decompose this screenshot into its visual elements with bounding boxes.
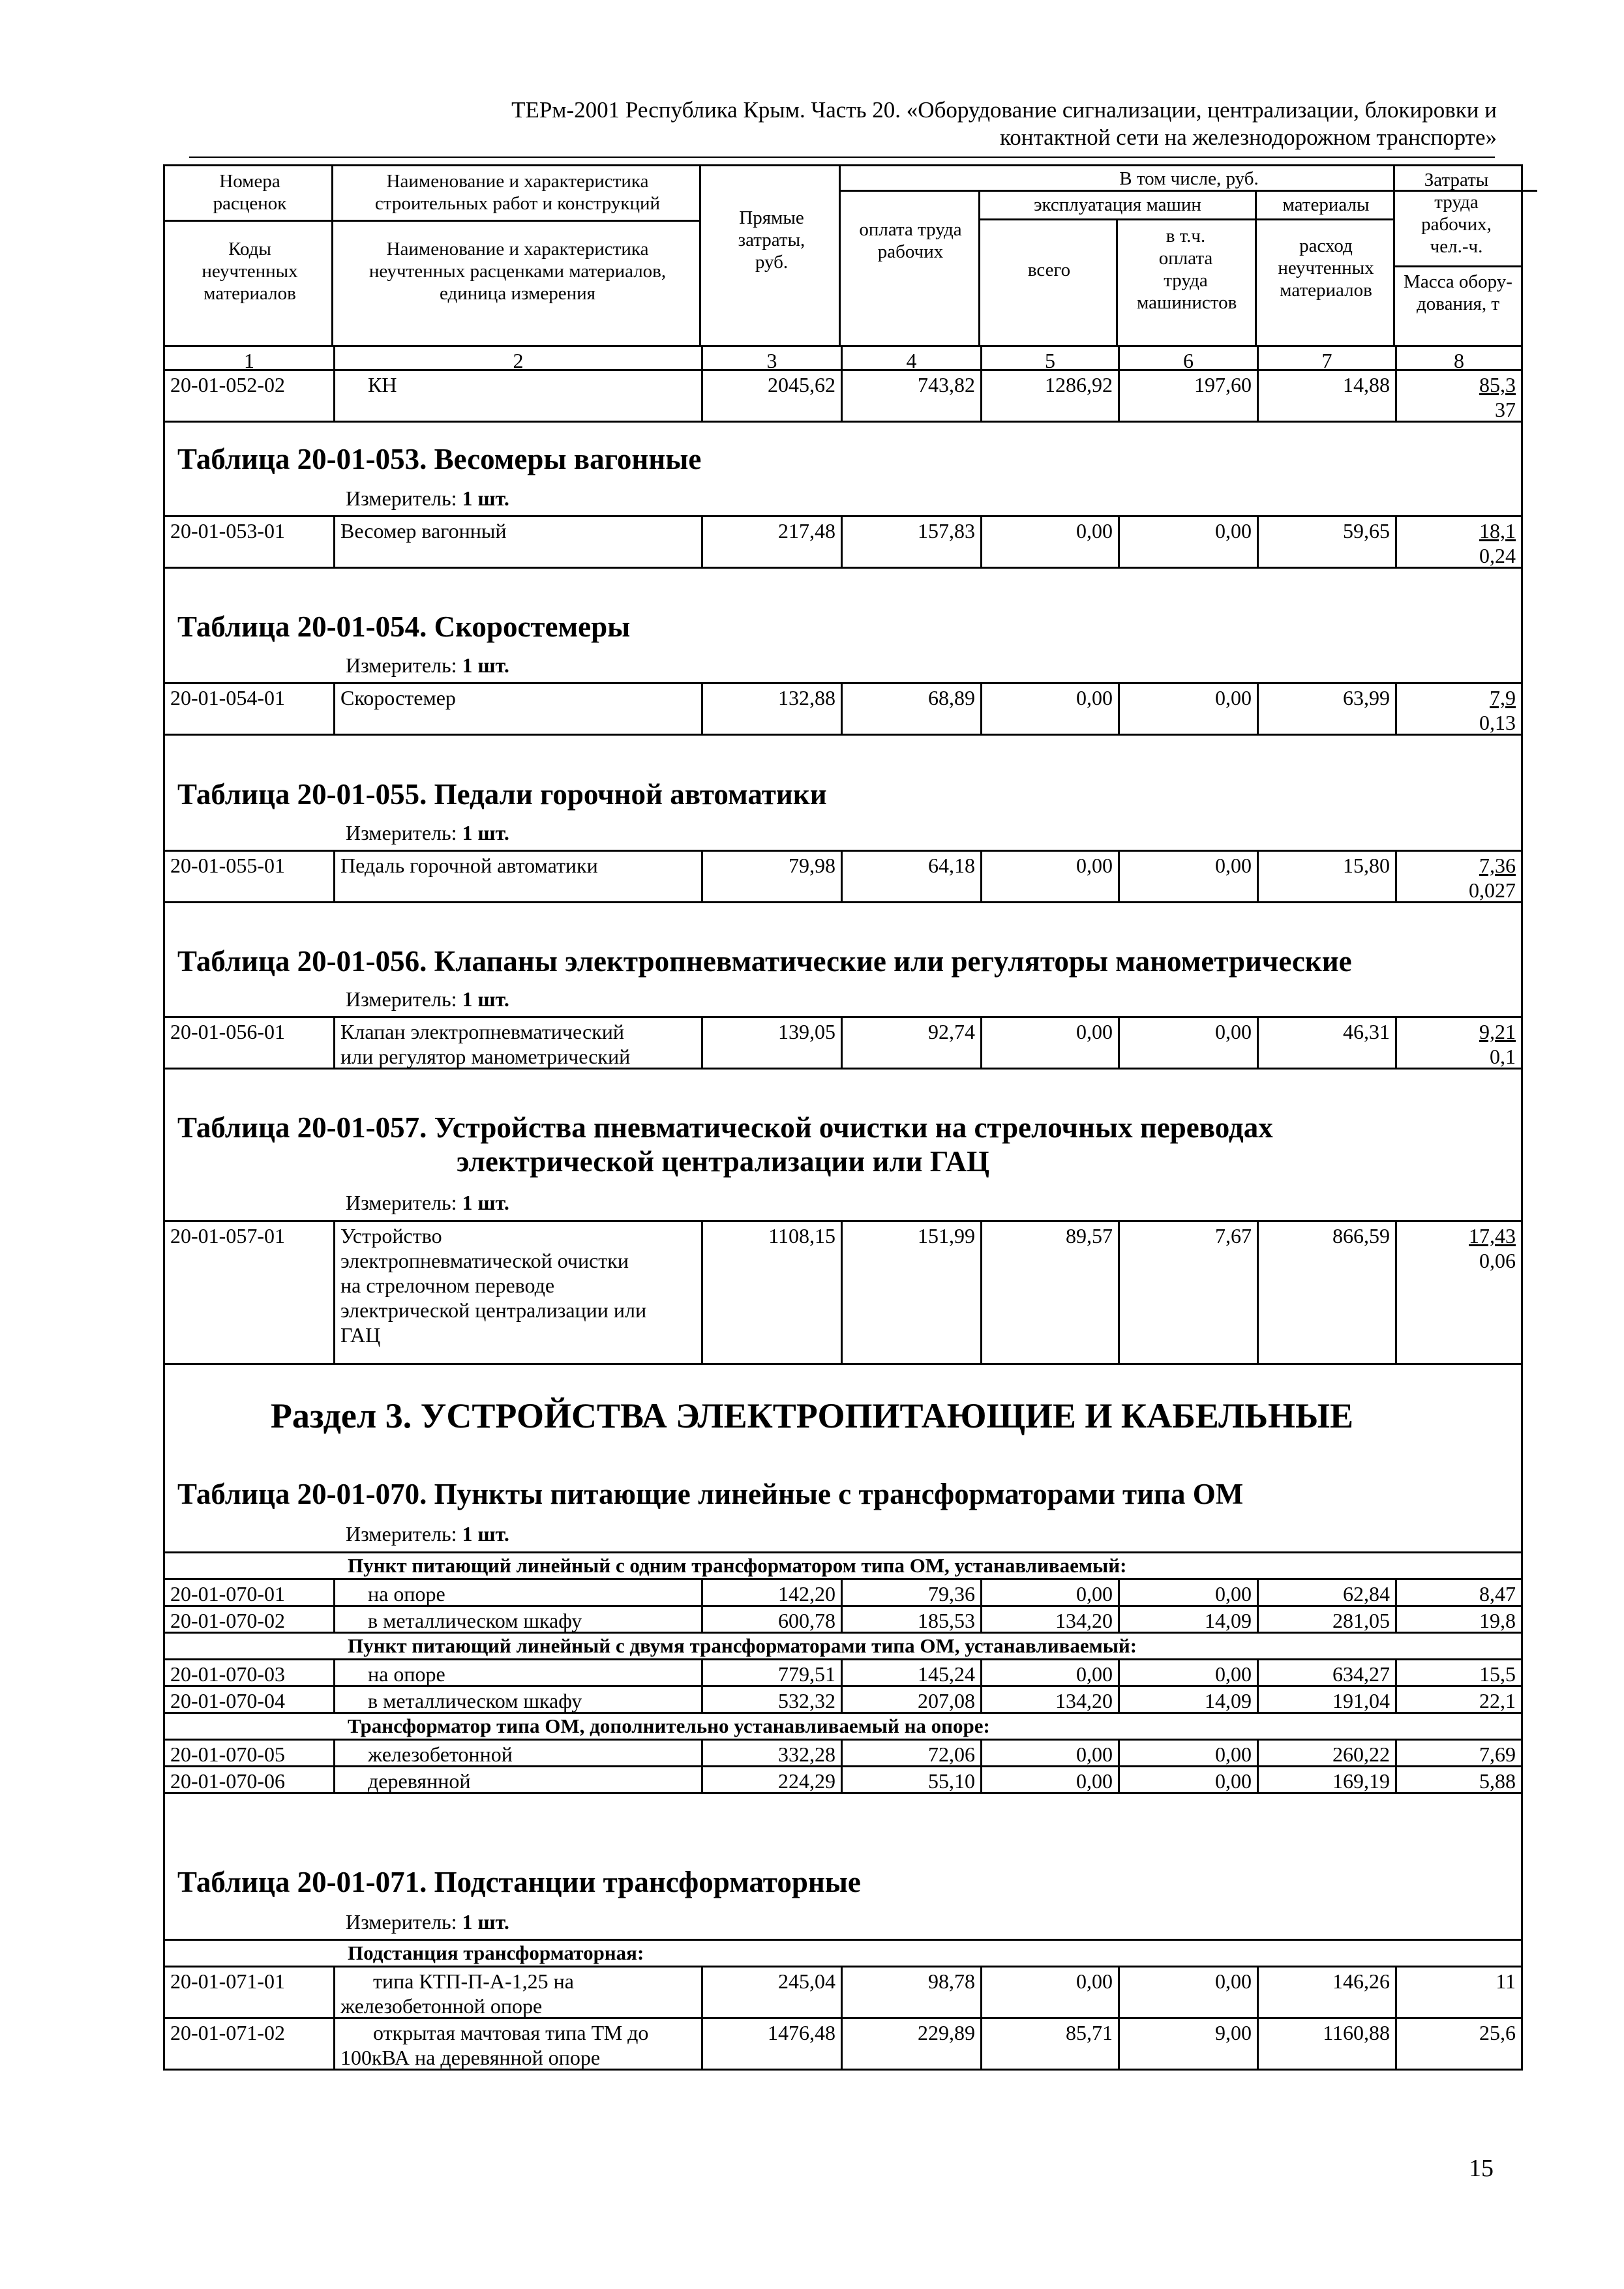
row-materials: 63,99 <box>1257 684 1395 734</box>
row-labor: 157,83 <box>841 517 980 567</box>
running-header <box>511 97 1497 151</box>
table-row <box>163 1739 1523 1767</box>
row-mass: 0,06 <box>1479 1249 1516 1272</box>
measure-value: 1 шт. <box>462 1910 509 1934</box>
row-hours: 25,6 <box>1395 2019 1521 2069</box>
row-machinists: 197,60 <box>1118 371 1257 421</box>
table-row <box>163 1685 1523 1714</box>
measure-071 <box>346 1909 509 1934</box>
measure-label: Измеритель: <box>346 1522 457 1546</box>
measure-label: Измеритель: <box>346 486 457 510</box>
measure-value: 1 шт. <box>462 486 509 510</box>
table-title-053: Таблица 20-01-053. Весомеры вагонные <box>177 443 702 475</box>
col5-head: всего <box>1027 260 1071 280</box>
row-machines: 0,00 <box>980 1580 1118 1605</box>
col4-head: оплата труда рабочих <box>859 219 962 262</box>
row-name-line: железобетонной опоре <box>340 1994 543 2018</box>
row-materials: 14,88 <box>1257 371 1395 421</box>
row-code: 20-01-070-04 <box>170 1689 285 1713</box>
row-materials: 1160,88 <box>1257 2019 1395 2069</box>
row-code: 20-01-071-02 <box>170 2021 285 2044</box>
hv5 <box>1116 218 1118 345</box>
col2-top: Наименование и характеристика строительных работ и конструкций <box>374 171 661 214</box>
row-name-line: открытая мачтовая типа ТМ до <box>373 2021 649 2044</box>
measure-value: 1 шт. <box>462 653 509 677</box>
table-row <box>163 850 1523 903</box>
table-title-054: Таблица 20-01-054. Скоростемеры <box>177 610 631 643</box>
row-name: деревянной <box>333 1767 701 1792</box>
row-machines: 134,20 <box>980 1607 1118 1632</box>
colnum-7: 7 <box>1257 347 1395 369</box>
row-direct: 139,05 <box>701 1018 841 1068</box>
table-row <box>163 1765 1523 1794</box>
table-row <box>163 682 1523 736</box>
row-labor: 229,89 <box>841 2019 980 2069</box>
row-name-line: или регулятор манометрический <box>340 1045 631 1068</box>
row-machinists: 9,00 <box>1118 2019 1257 2069</box>
header-line-2: контактной сети на железнодорожном транспорте» <box>1000 125 1497 150</box>
table-title-056: Таблица 20-01-056. Клапаны электропневматические или регуляторы манометрические <box>177 945 1352 978</box>
page-number: 15 <box>1469 2155 1494 2182</box>
row-hours: 7,9 <box>1490 686 1516 710</box>
measure-label: Измеритель: <box>346 987 457 1011</box>
row-hours: 11 <box>1395 1967 1521 2017</box>
row-code: 20-01-052-02 <box>170 373 285 396</box>
incl-head: В том числе, руб. <box>1119 168 1259 189</box>
row-labor: 55,10 <box>841 1767 980 1792</box>
row-materials: 146,26 <box>1257 1967 1395 2017</box>
row-machines: 0,00 <box>980 852 1118 901</box>
row-machinists: 0,00 <box>1118 517 1257 567</box>
row-code: 20-01-070-05 <box>170 1743 285 1766</box>
col1-top: Номера расценок <box>213 171 287 214</box>
row-materials: 59,65 <box>1257 517 1395 567</box>
row-name-line: электропневматической очистки <box>340 1249 629 1272</box>
table-row <box>163 1605 1523 1634</box>
hv3 <box>839 166 841 345</box>
measure-055 <box>346 820 509 845</box>
row-hours: 17,43 <box>1469 1224 1516 1248</box>
row-machinists: 7,67 <box>1118 1222 1257 1363</box>
hv2 <box>699 166 701 345</box>
colnum-8: 8 <box>1395 347 1521 369</box>
row-machines: 0,00 <box>980 1741 1118 1765</box>
col7-head: расход неучтенных материалов <box>1278 235 1374 301</box>
row-materials: 634,27 <box>1257 1660 1395 1685</box>
materials-head: материалы <box>1282 194 1370 215</box>
row-machinists: 0,00 <box>1118 1660 1257 1685</box>
row-name-line: Клапан электропневматический <box>340 1020 624 1043</box>
measure-label: Измеритель: <box>346 1191 457 1214</box>
machines-head: эксплуатация машин <box>1034 194 1201 215</box>
row-hours: 7,36 <box>1479 854 1516 877</box>
row-direct: 79,98 <box>701 852 841 901</box>
row-labor: 743,82 <box>841 371 980 421</box>
row-code: 20-01-071-01 <box>170 1969 285 1993</box>
row-labor: 64,18 <box>841 852 980 901</box>
row-hours: 15,5 <box>1395 1660 1521 1685</box>
header-rule <box>189 157 1495 158</box>
row-name <box>333 1967 701 2017</box>
table-row <box>163 1966 1523 2019</box>
row-hours: 5,88 <box>1395 1767 1521 1792</box>
measure-label: Измеритель: <box>346 653 457 677</box>
colnum-4: 4 <box>841 347 980 369</box>
col8-bottom: Масса обору-дования, т <box>1404 271 1512 314</box>
row-machinists: 0,00 <box>1118 1967 1257 2017</box>
row-hours-mass <box>1395 1018 1521 1068</box>
row-mass: 37 <box>1495 398 1516 421</box>
col1-bottom: Коды неучтенных материалов <box>202 239 298 304</box>
measure-value: 1 шт. <box>462 1522 509 1546</box>
row-materials: 169,19 <box>1257 1767 1395 1792</box>
row-machinists: 0,00 <box>1118 852 1257 901</box>
row-code: 20-01-054-01 <box>170 686 285 710</box>
row-machinists: 14,09 <box>1118 1607 1257 1632</box>
row-name <box>333 371 701 421</box>
row-materials: 15,80 <box>1257 852 1395 901</box>
col8-divider <box>1393 265 1523 267</box>
row-machines: 89,57 <box>980 1222 1118 1363</box>
colnum-5: 5 <box>980 347 1118 369</box>
table-right-border-071 <box>1521 1793 1523 1940</box>
measure-070 <box>346 1521 509 1546</box>
row-mass: 0,24 <box>1479 544 1516 567</box>
row-code: 20-01-070-06 <box>170 1769 285 1793</box>
col6-head: в т.ч. оплата труда машинистов <box>1137 226 1237 313</box>
row-direct: 332,28 <box>701 1741 841 1765</box>
row-hours-mass <box>1395 684 1521 734</box>
group-header: Подстанция трансформаторная: <box>163 1939 1523 1967</box>
row-name: на опоре <box>333 1660 701 1685</box>
table-title-057-line1: Таблица 20-01-057. Устройства пневматической очистки на стрелочных переводах <box>177 1111 1273 1144</box>
table-title-057 <box>177 1111 1273 1178</box>
materials-divider <box>1255 218 1393 220</box>
measure-053 <box>346 486 509 511</box>
colnum-6: 6 <box>1118 347 1257 369</box>
column-numbers-row <box>163 345 1523 371</box>
measure-label: Измеритель: <box>346 821 457 845</box>
row-labor: 92,74 <box>841 1018 980 1068</box>
row-labor: 79,36 <box>841 1580 980 1605</box>
row-machines: 0,00 <box>980 1660 1118 1685</box>
row-machinists: 0,00 <box>1118 684 1257 734</box>
row-machinists: 0,00 <box>1118 1018 1257 1068</box>
hv1 <box>331 166 333 345</box>
row-machines: 0,00 <box>980 1018 1118 1068</box>
row-hours: 7,69 <box>1395 1741 1521 1765</box>
row-machines: 0,00 <box>980 1767 1118 1792</box>
table-right-border-s3 <box>1521 1363 1523 1552</box>
row-hours: 9,21 <box>1479 1020 1516 1043</box>
row-name <box>333 1222 701 1363</box>
row-hours: 85,3 <box>1479 373 1516 396</box>
row-name: в металлическом шкафу <box>333 1687 701 1712</box>
table-row <box>163 515 1523 569</box>
hv7 <box>1393 166 1395 345</box>
group-header: Пункт питающий линейный с одним трансформатором типа ОМ, устанавливаемый: <box>163 1551 1523 1580</box>
row-labor: 207,08 <box>841 1687 980 1712</box>
table-title-071: Таблица 20-01-071. Подстанции трансформаторные <box>177 1866 861 1898</box>
section-heading: Раздел 3. УСТРОЙСТВА ЭЛЕКТРОПИТАЮЩИЕ И КАБЕЛЬНЫЕ <box>270 1396 1354 1435</box>
row-mass: 0,13 <box>1479 711 1516 734</box>
table-row <box>163 2017 1523 2071</box>
row-machines: 85,71 <box>980 2019 1118 2069</box>
colnum-3: 3 <box>701 347 841 369</box>
row-name: Педаль горочной автоматики <box>333 852 701 901</box>
row-direct: 224,29 <box>701 1767 841 1792</box>
row-direct: 2045,62 <box>701 371 841 421</box>
row-direct: 779,51 <box>701 1660 841 1685</box>
measure-value: 1 шт. <box>462 821 509 845</box>
col2-divider <box>331 220 701 222</box>
row-materials: 260,22 <box>1257 1741 1395 1765</box>
row-direct: 600,78 <box>701 1607 841 1632</box>
row-hours-mass <box>1395 517 1521 567</box>
table-left-border-s3 <box>163 1363 165 1552</box>
row-mass: 0,1 <box>1490 1045 1516 1068</box>
row-hours-mass <box>1395 371 1521 421</box>
row-name-line: на стрелочном переводе <box>340 1274 555 1297</box>
row-hours: 22,1 <box>1395 1687 1521 1712</box>
row-labor: 72,06 <box>841 1741 980 1765</box>
row-direct: 532,32 <box>701 1687 841 1712</box>
measure-054 <box>346 653 509 678</box>
row-materials: 62,84 <box>1257 1580 1395 1605</box>
measure-056 <box>346 987 509 1011</box>
col3-head: Прямые затраты, руб. <box>738 207 805 273</box>
row-code: 20-01-070-03 <box>170 1662 285 1686</box>
row-hours: 8,47 <box>1395 1580 1521 1605</box>
row-materials: 46,31 <box>1257 1018 1395 1068</box>
row-code: 20-01-055-01 <box>170 854 285 877</box>
table-title-070: Таблица 20-01-070. Пункты питающие линейные с трансформаторами типа ОМ <box>177 1478 1244 1510</box>
table-header <box>163 164 1523 347</box>
row-machines: 0,00 <box>980 684 1118 734</box>
row-machinists: 0,00 <box>1118 1580 1257 1605</box>
row-machines: 134,20 <box>980 1687 1118 1712</box>
row-name: Скоростемер <box>333 684 701 734</box>
row-direct: 1476,48 <box>701 2019 841 2069</box>
table-row <box>163 1658 1523 1687</box>
row-name-line: типа КТП-П-А-1,25 на <box>373 1969 574 1993</box>
colnum-1: 1 <box>244 349 254 372</box>
row-name-line: электрической централизации или <box>340 1298 647 1322</box>
row-mass: 0,027 <box>1469 878 1516 902</box>
row-labor: 145,24 <box>841 1660 980 1685</box>
table-title-057-line2: электрической централизации или ГАЦ <box>457 1145 990 1178</box>
row-materials: 866,59 <box>1257 1222 1395 1363</box>
measure-value: 1 шт. <box>462 987 509 1011</box>
col1-divider <box>165 220 333 222</box>
row-hours: 19,8 <box>1395 1607 1521 1632</box>
row-name-text: КН <box>368 373 397 396</box>
row-name-line: ГАЦ <box>340 1323 381 1347</box>
row-name <box>333 2019 701 2069</box>
row-machinists: 14,09 <box>1118 1687 1257 1712</box>
row-code: 20-01-057-01 <box>170 1224 285 1248</box>
group-header: Трансформатор типа ОМ, дополнительно устанавливаемый на опоре: <box>163 1712 1523 1741</box>
row-machines: 0,00 <box>980 1967 1118 2017</box>
measure-057 <box>346 1190 509 1215</box>
table-left-border-071 <box>163 1793 165 1940</box>
row-name-line: Устройство <box>340 1224 442 1248</box>
group-header: Пункт питающий линейный с двумя трансформаторами типа ОМ, устанавливаемый: <box>163 1632 1523 1660</box>
row-materials: 281,05 <box>1257 1607 1395 1632</box>
row-name: на опоре <box>333 1580 701 1605</box>
col2-bottom: Наименование и характеристика неучтенных расценками материалов, единица измерения <box>368 239 667 304</box>
row-labor: 151,99 <box>841 1222 980 1363</box>
row-name-line: 100кВА на деревянной опоре <box>340 2046 601 2069</box>
table-row <box>163 369 1523 423</box>
row-name <box>333 1018 701 1068</box>
table-row <box>163 1220 1523 1365</box>
row-hours-mass <box>1395 852 1521 901</box>
row-hours-mass <box>1395 1222 1521 1363</box>
row-machinists: 0,00 <box>1118 1767 1257 1792</box>
row-direct: 245,04 <box>701 1967 841 2017</box>
table-title-055: Таблица 20-01-055. Педали горочной автоматики <box>177 778 827 811</box>
row-hours: 18,1 <box>1479 519 1516 543</box>
row-direct: 217,48 <box>701 517 841 567</box>
row-direct: 132,88 <box>701 684 841 734</box>
row-direct: 142,20 <box>701 1580 841 1605</box>
row-labor: 98,78 <box>841 1967 980 2017</box>
header-line-1: ТЕРм-2001 Республика Крым. Часть 20. «Оборудование сигнализации, централизации, блокировки и <box>511 97 1497 123</box>
row-code: 20-01-070-01 <box>170 1582 285 1606</box>
row-machines: 0,00 <box>980 517 1118 567</box>
measure-label: Измеритель: <box>346 1910 457 1934</box>
row-name: железобетонной <box>333 1741 701 1765</box>
row-code: 20-01-053-01 <box>170 519 285 543</box>
row-materials: 191,04 <box>1257 1687 1395 1712</box>
row-machines: 1286,92 <box>980 371 1118 421</box>
row-direct: 1108,15 <box>701 1222 841 1363</box>
row-name: Весомер вагонный <box>333 517 701 567</box>
row-machinists: 0,00 <box>1118 1741 1257 1765</box>
table-row <box>163 1578 1523 1607</box>
table-row <box>163 1016 1523 1070</box>
row-labor: 185,53 <box>841 1607 980 1632</box>
row-code: 20-01-070-02 <box>170 1609 285 1632</box>
row-labor: 68,89 <box>841 684 980 734</box>
row-name: в металлическом шкафу <box>333 1607 701 1632</box>
measure-value: 1 шт. <box>462 1191 509 1214</box>
row-code: 20-01-056-01 <box>170 1020 285 1043</box>
col8-top: Затраты труда рабочих, чел.-ч. <box>1421 170 1492 257</box>
colnum-2: 2 <box>333 347 701 369</box>
